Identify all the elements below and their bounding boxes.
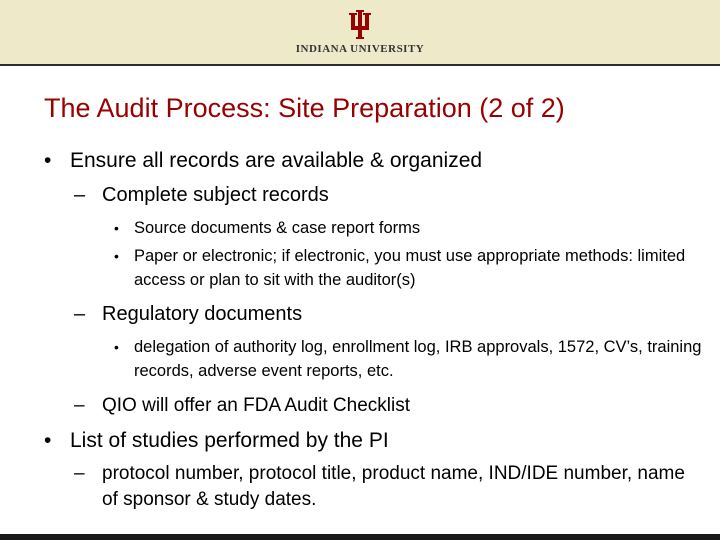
bullet-text: Ensure all records are available & organized <box>70 149 483 172</box>
iu-trident-graphic <box>345 10 375 40</box>
bullet-dash-icon: – <box>74 303 86 325</box>
bullet-text: protocol number, protocol title, product name, IND/IDE number, name of sponsor & study dates. <box>102 463 685 510</box>
bullet-level1 <box>44 426 704 456</box>
bullet-dot-icon: • <box>44 429 52 452</box>
slide-title: The Audit Process: Site Preparation (2 of 2) <box>44 93 565 123</box>
bullet-dash-icon: – <box>74 184 86 206</box>
bullet-level2 <box>44 181 704 210</box>
bullet-text: Source documents & case report forms <box>134 219 421 237</box>
bottom-bar <box>0 534 720 540</box>
bullet-dot-icon: • <box>114 248 119 264</box>
bullet-dash-icon: – <box>74 395 85 416</box>
header-band <box>0 0 720 66</box>
bullet-text: delegation of authority log, enrollment log, IRB approvals, 1572, CV’s, training records, adverse event reports, etc. <box>134 338 702 380</box>
bullet-level3 <box>44 216 704 240</box>
bullet-level2 <box>44 461 704 513</box>
bullet-dash-icon: – <box>74 463 85 484</box>
bullet-text: List of studies performed by the PI <box>70 429 389 452</box>
iu-trident-icon <box>345 10 375 40</box>
bullet-dot-icon: • <box>114 220 119 236</box>
bullet-level2 <box>44 391 704 420</box>
bullet-text: QIO will offer an FDA Audit Checklist <box>102 395 410 416</box>
bullet-level1 <box>44 146 704 176</box>
bullet-level3 <box>44 244 704 292</box>
bullet-text: Regulatory documents <box>102 303 303 325</box>
bullet-level3 <box>44 335 704 383</box>
bullet-dot-icon: • <box>114 339 119 355</box>
bullet-text: Complete subject records <box>102 184 329 206</box>
university-name: INDIANA UNIVERSITY <box>295 43 425 55</box>
bullet-dot-icon: • <box>44 149 52 172</box>
bullet-level2 <box>44 300 704 329</box>
slide-content <box>44 146 704 519</box>
bullet-text: Paper or electronic; if electronic, you must use appropriate methods: limited access or plan to sit with the auditor(s) <box>134 247 686 289</box>
